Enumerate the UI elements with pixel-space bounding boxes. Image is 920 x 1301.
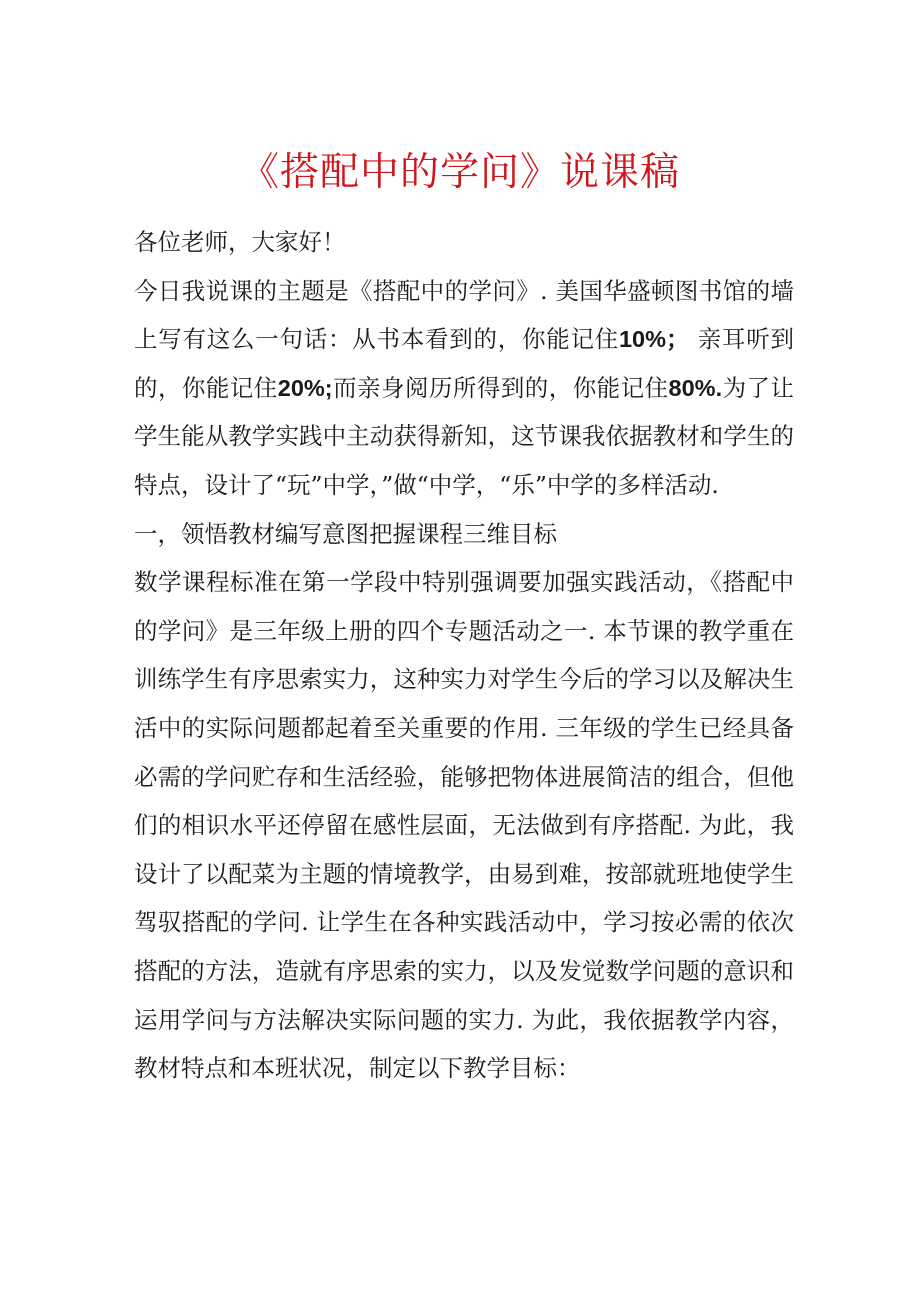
intro-paragraph — [134, 267, 794, 510]
document-title: 《搭配中的学问》说课稿 — [239, 150, 680, 195]
section-body-1: 数学课程标准在第一学段中特别强调要加强实践活动，《搭配中的学问》是三年级上册的四个专题活动之一. 本节课的教学重在训练学生有序思索实力，这种实力对学生今后的学习以及解决生活中的实际问题都起着至关重要的作用. 三年级的学生已经具备必需的学问贮存和生活经验，能够把物体进展简洁的组合，但他们的相识水平还停留在感性层面，无法做到有序搭配. 为此，我设计了以配菜为主题的情境教学，由易到难，按部就班地使学生驾驭搭配的学问. 让学生在各种实践活动中，学习按必需的依次搭配的方法，造就有序思索的实力，以及发觉数学问题的意识和运用学问与方法解决实际问题的实力. 为此，我依据教学内容，教材特点和本班状况，制定以下教学目标： — [134, 568, 794, 1083]
intro-text-3: 而亲身阅历所得到的，你能记住 — [332, 373, 669, 402]
document-body — [134, 218, 794, 1093]
intro-percent-1: 10%； — [618, 326, 690, 353]
intro-text-4: 为了让学生能从教学实践中主动获得新知，这节课我依据教材和学生的特点，设计了“玩”中学，”做“中学，“乐”中学的多样活动. — [134, 373, 795, 499]
intro-percent-3: 80%. — [668, 374, 723, 401]
section-heading-1: 一，领悟教材编写意图把握课程三维目标 — [134, 519, 557, 548]
intro-text-1: 今日我说课的主题是《搭配中的学问》. 美国华盛顿图书馆的墙上写有这么一句话：从书本看到的，你能记住 — [134, 276, 794, 354]
greeting: 各位老师，大家好！ — [134, 228, 346, 256]
intro-percent-2: 20%; — [277, 374, 333, 401]
intro-text-2: 亲耳听到的，你能记住 — [134, 325, 794, 402]
